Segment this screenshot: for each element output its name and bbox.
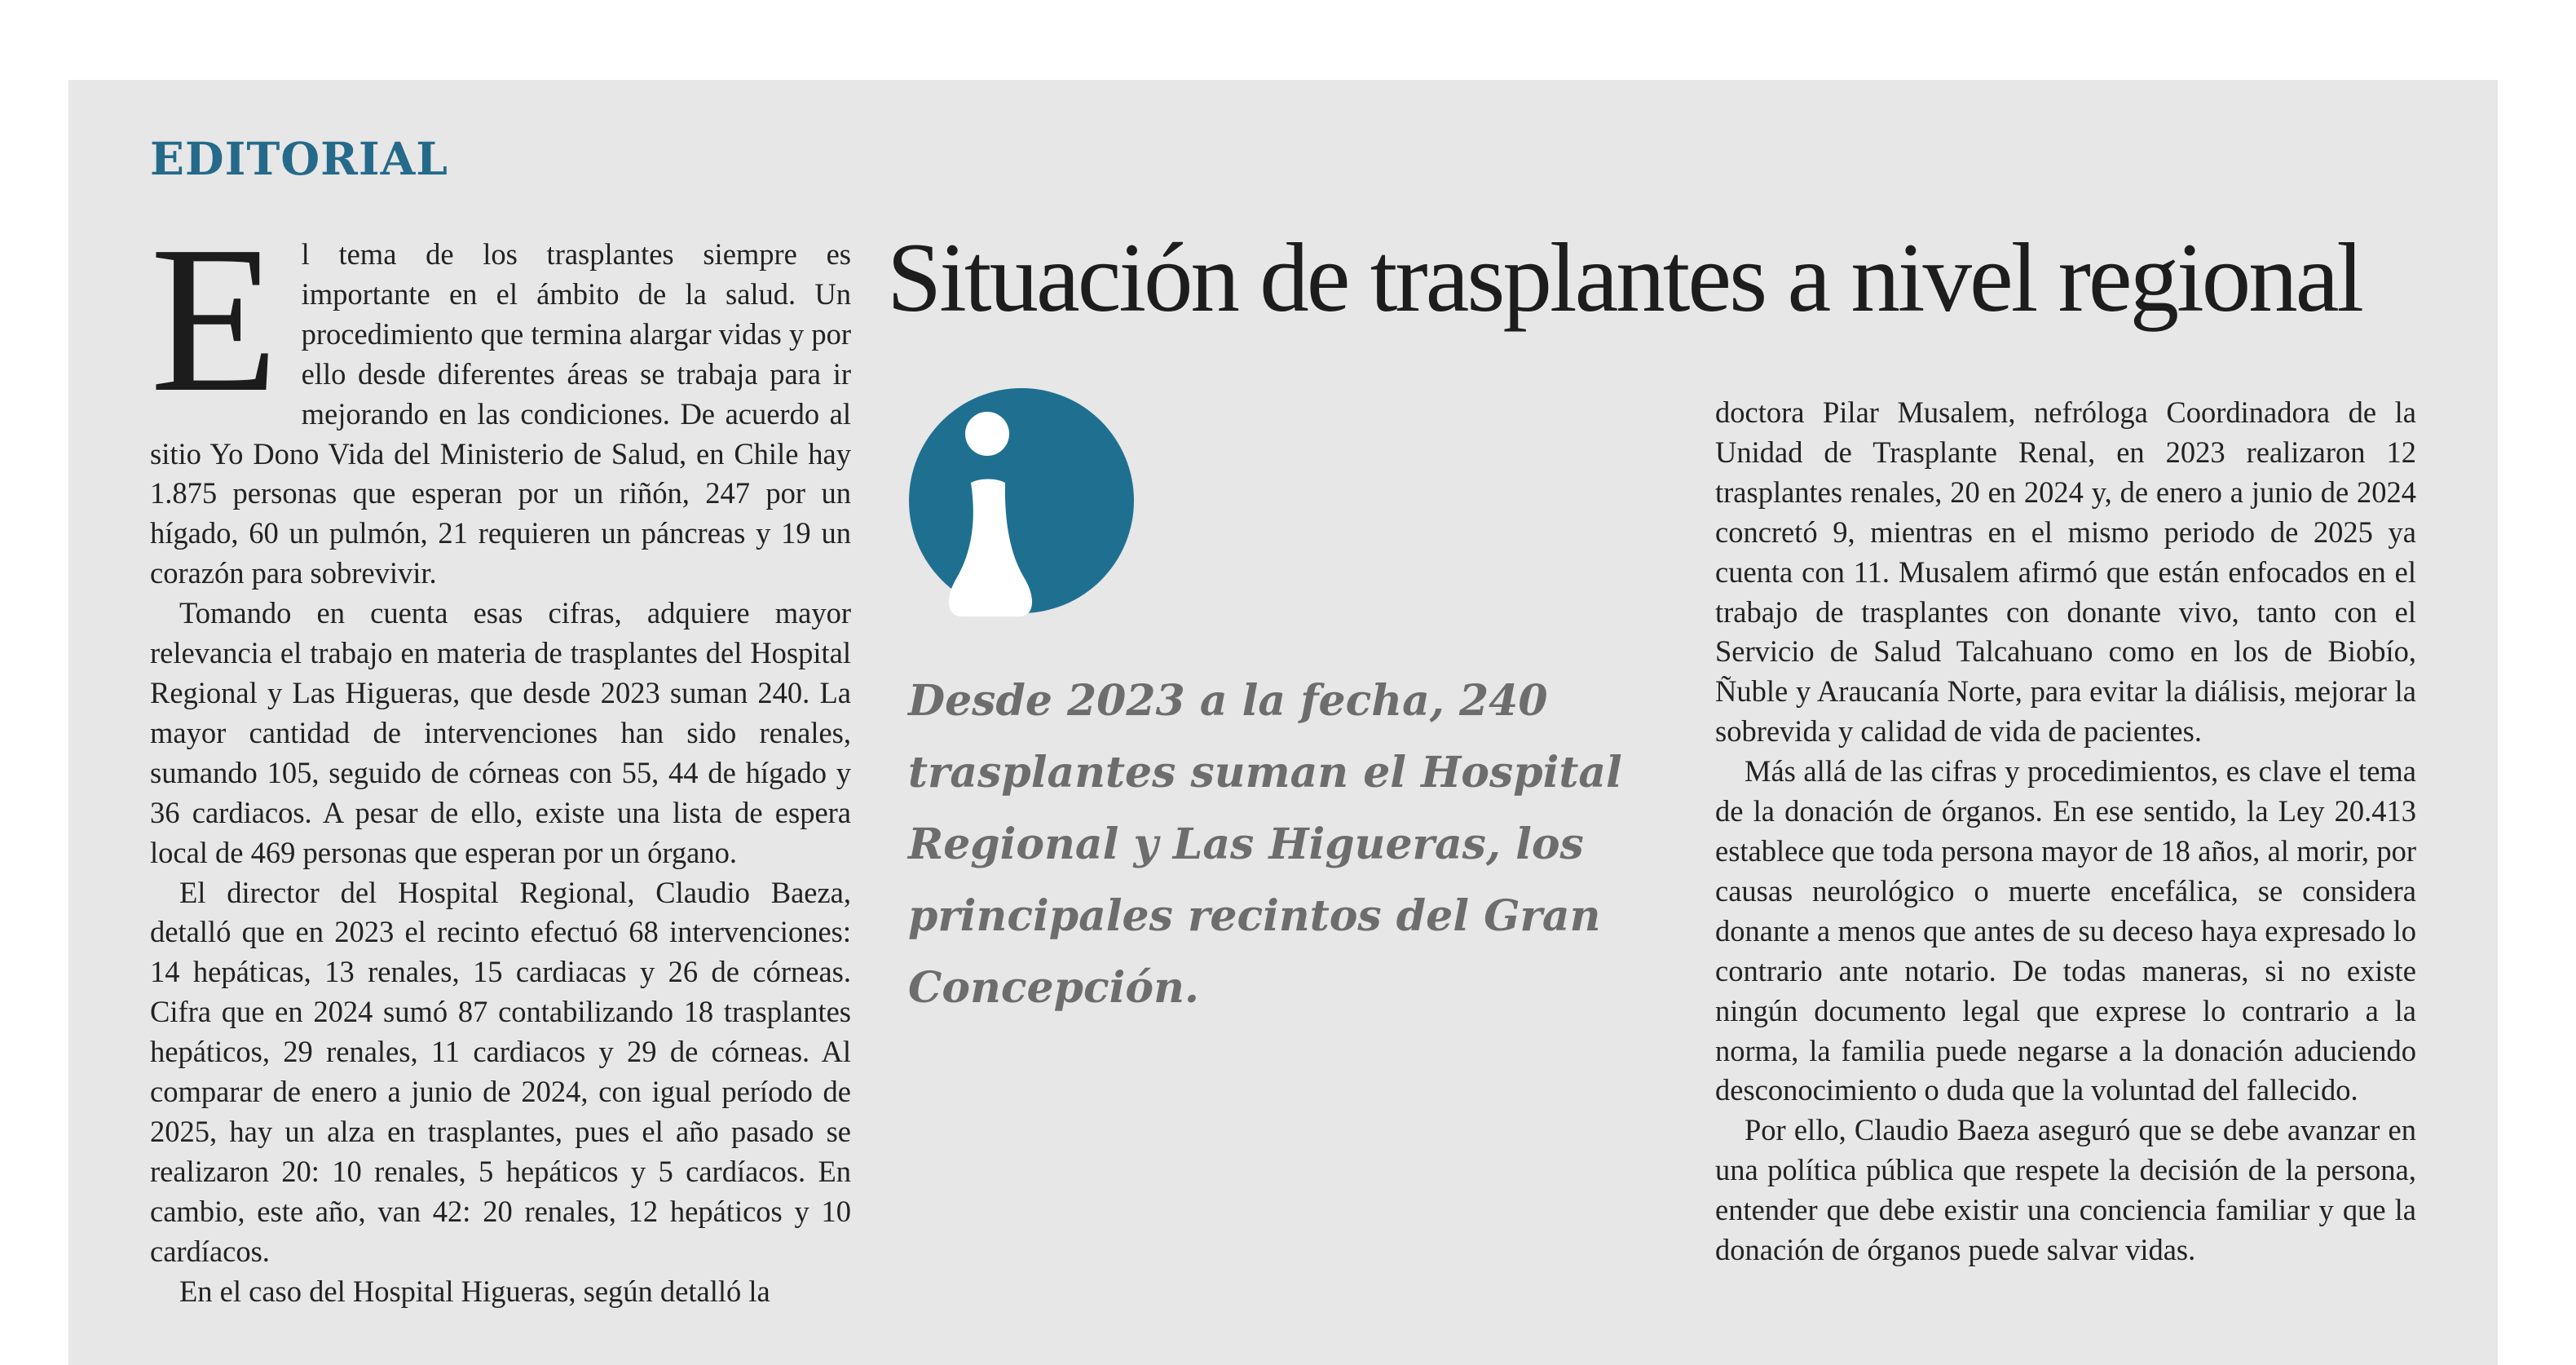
paragraph — [150, 202, 851, 594]
paragraph: Por ello, Claudio Baeza aseguró que se debe avanzar en una política pública que respete la decisión de la persona, entender que debe existir una conciencia familiar y que la donación de órganos puede salvar vidas. — [1715, 1113, 2416, 1267]
info-icon-dot — [965, 412, 1009, 456]
left-column — [150, 202, 851, 1311]
paragraph-text: l tema de los trasplantes siempre es importante en el ámbito de la salud. Un procedimiento que termina alargar vidas y por ello desde diferentes áreas se trabaja para ir mejorando en las condiciones. De acuerdo al sitio Yo Dono Vida del Ministerio de Salud, en Chile hay 1.875 personas que esperan por un riñón, 247 por un hígado, 60 un pulmón, 21 requieren un páncreas y 19 un corazón para sobrevivir. — [150, 237, 851, 590]
paragraph: El director del Hospital Regional, Claudio Baeza, detalló que en 2023 el recinto efectuó 68 intervenciones: 14 hepáticas, 13 renales, 15 cardiacas y 26 de córneas. Cifra que en 2024 sumó 87 contabilizando 18 trasplantes hepáticos, 29 renales, 11 cardiacos y 29 de córneas. Al comparar de enero a junio de 2024, con igual período de 2025, hay un alza en trasplantes, pues el año pasado se realizaron 20: 10 renales, 5 hepáticos y 5 cardíacos. En cambio, este año, van 42: 20 renales, 12 hepáticos y 10 cardíacos. — [150, 875, 851, 1268]
drop-cap: E — [150, 202, 279, 435]
paragraph: Tomando en cuenta esas cifras, adquiere mayor relevancia el trabajo en materia de trasplantes del Hospital Regional y Las Higueras, que desde 2023 suman 240. La mayor cantidad de intervenciones han sido renales, sumando 105, seguido de córneas con 55, 44 de hígado y 36 cardiacos. A pesar de ello, existe una lista de espera local de 469 personas que esperan por un órgano. — [150, 596, 851, 869]
paragraph: En el caso del Hospital Higueras, según detalló la — [179, 1274, 770, 1308]
pull-quote: Desde 2023 a la fecha, 240 trasplantes suman el Hospital Regional y Las Higueras, los principales recintos del Gran Concepción. — [908, 676, 1622, 1013]
paragraph: Más allá de las cifras y procedimientos, es clave el tema de la donación de órganos. En ese sentido, la Ley 20.413 establece que toda persona mayor de 18 años, al morir, por causas neurológico o muerte encefálica, se considera donante a menos que antes de su deceso haya expresado lo contrario ante notario. De todas maneras, si no existe ningún documento legal que exprese lo contrario a la norma, la familia puede negarse a la donación aduciendo desconocimiento o duda que la voluntad del fallecido. — [1715, 754, 2416, 1107]
headline: Situación de trasplantes a nivel regional — [887, 223, 2362, 333]
paragraph: doctora Pilar Musalem, nefróloga Coordinadora de la Unidad de Trasplante Renal, en 2023 realizaron 12 trasplantes renales, 20 en 2024 y, de enero a junio de 2024 concretó 9, mientras en el mismo periodo de 2025 ya cuenta con 11. Musalem afirmó que están enfocados en el trabajo de trasplantes con donante vivo, tanto con el Servicio de Salud Talcahuano como en los de Biobío, Ñuble y Araucanía Norte, para evitar la diálisis, mejorar la sobrevida y calidad de vida de pacientes. — [1715, 395, 2416, 749]
info-icon — [908, 385, 1135, 616]
section-label: EDITORIAL — [150, 132, 448, 185]
right-column — [1715, 393, 2416, 1270]
